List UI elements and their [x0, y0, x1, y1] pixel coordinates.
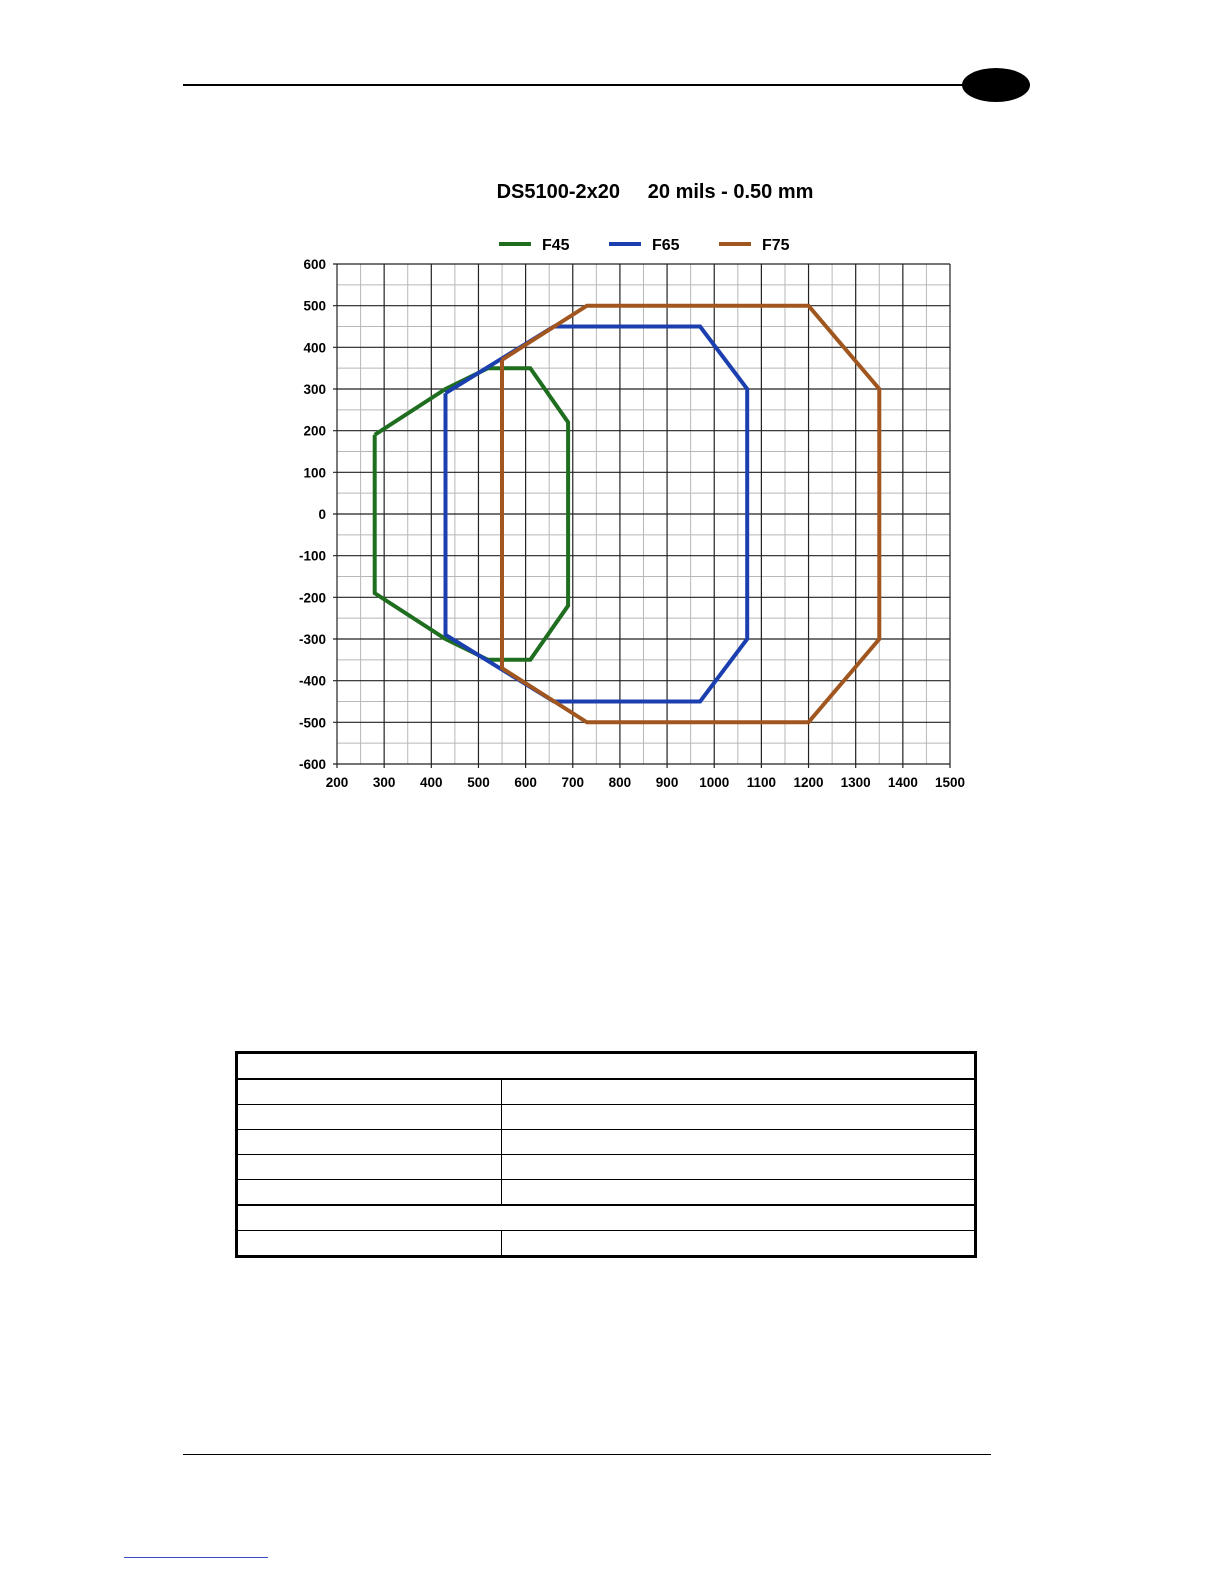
table-cell [502, 1180, 976, 1206]
y-tick-label: -400 [298, 673, 326, 689]
table-cell [237, 1231, 502, 1257]
x-tick-label: 700 [561, 775, 585, 790]
table-cell [502, 1231, 976, 1257]
table-row [237, 1180, 976, 1206]
grid-major [333, 264, 950, 768]
x-tick-label: 1300 [840, 775, 871, 790]
table-row [237, 1130, 976, 1155]
table-cell [237, 1180, 502, 1206]
x-tick-label: 400 [420, 775, 443, 790]
x-tick-label: 800 [608, 775, 632, 790]
table-header-row [237, 1053, 976, 1080]
table-cell [502, 1079, 976, 1105]
legend-label-f65: F65 [652, 237, 680, 254]
legend-label-f75: F75 [762, 237, 790, 254]
x-axis-tick-labels [326, 775, 965, 790]
table-row [237, 1105, 976, 1130]
table-row [237, 1155, 976, 1180]
x-tick-label: 600 [514, 775, 537, 790]
y-tick-label: 100 [303, 465, 326, 481]
x-tick-label: 1500 [934, 775, 966, 790]
chart-legend [499, 237, 790, 254]
table-section-cell [237, 1205, 976, 1231]
footer-link-underline [124, 1557, 268, 1558]
y-tick-label: -600 [298, 757, 326, 772]
legend-label-f45: F45 [542, 237, 570, 254]
y-tick-label: 0 [318, 507, 326, 522]
table-cell [237, 1130, 502, 1155]
chart-title: DS5100-2x20 20 mils - 0.50 mm [496, 181, 814, 203]
table-header-cell [237, 1053, 976, 1080]
x-tick-label: 200 [325, 775, 349, 790]
x-tick-label: 1100 [746, 775, 777, 790]
footer-rule [183, 1454, 991, 1455]
table-cell [502, 1130, 976, 1155]
table-cell [502, 1105, 976, 1130]
x-tick-label: 500 [467, 775, 490, 790]
table-cell [237, 1079, 502, 1105]
table-section-row [237, 1205, 976, 1231]
y-tick-label: 400 [303, 340, 326, 356]
y-tick-label: -100 [298, 548, 326, 564]
y-tick-label: -500 [298, 715, 326, 731]
table-cell [502, 1155, 976, 1180]
table-cell [237, 1155, 502, 1180]
x-tick-label: 900 [655, 775, 679, 790]
table-cell [237, 1105, 502, 1130]
x-tick-label: 1400 [887, 775, 918, 790]
table-row [237, 1079, 976, 1105]
specification-table [235, 1051, 977, 1258]
y-tick-label: -200 [298, 590, 326, 606]
y-tick-label: 500 [303, 298, 326, 314]
x-tick-label: 1000 [699, 775, 730, 790]
y-tick-label: 200 [303, 423, 326, 439]
y-axis-tick-labels [299, 257, 326, 772]
y-tick-label: -300 [298, 632, 326, 647]
y-tick-label: 600 [303, 257, 326, 272]
table-row [237, 1231, 976, 1257]
x-tick-label: 300 [372, 775, 396, 790]
y-tick-label: 300 [303, 382, 326, 397]
x-tick-label: 1200 [793, 775, 824, 790]
